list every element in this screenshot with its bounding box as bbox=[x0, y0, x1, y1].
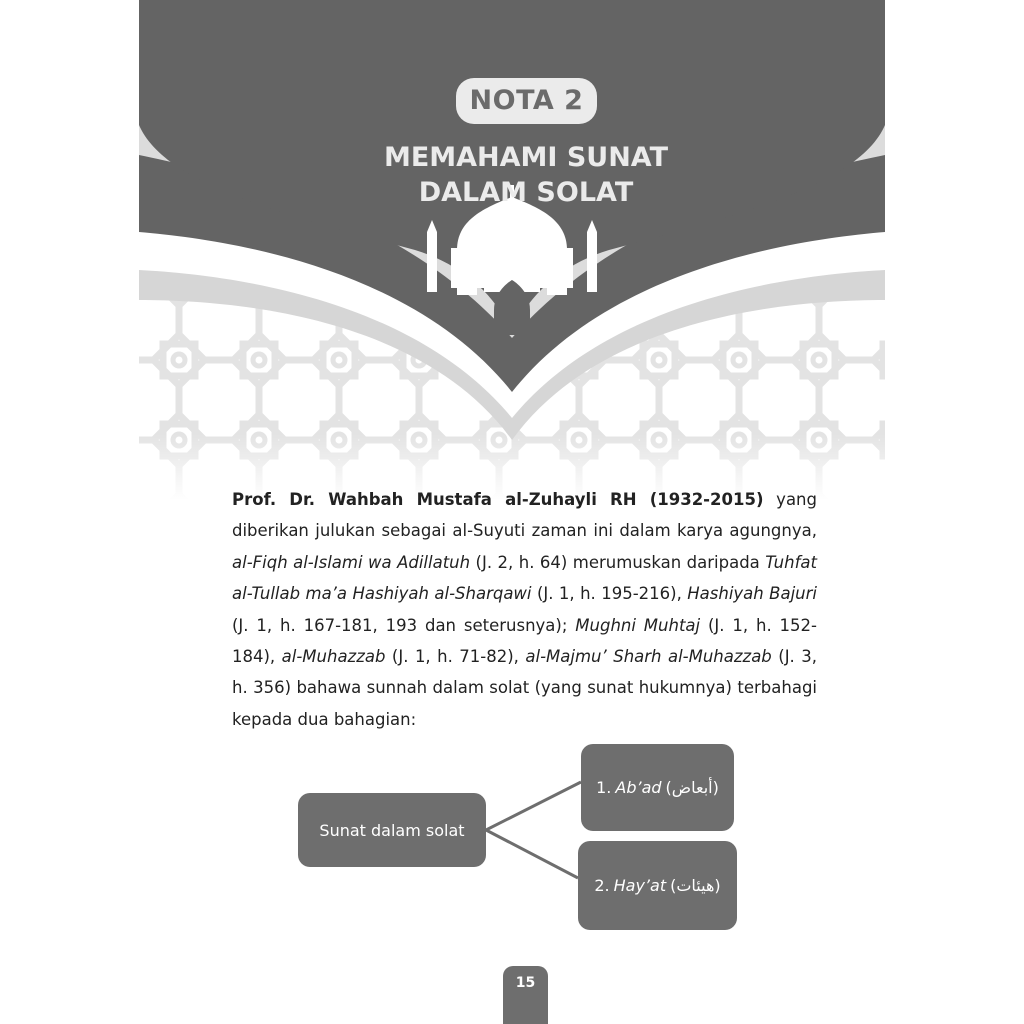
book-title: al-Fiqh al-Islami wa Adillatuh bbox=[232, 552, 471, 572]
text-run: yang diberikan julukan sebagai al-Suyuti zaman ini dalam karya agungnya, bbox=[232, 490, 817, 541]
branch-node-1 bbox=[581, 744, 734, 831]
root-node bbox=[298, 793, 486, 867]
item-arabic: (هيئات) bbox=[670, 876, 721, 895]
item-term: Ab’ad bbox=[615, 778, 662, 797]
item-arabic: (أبعاض) bbox=[665, 778, 719, 797]
text-run: (J. 2, h. 64) merumuskan daripada bbox=[470, 552, 766, 572]
connector-lines bbox=[139, 740, 885, 940]
item-term: Hay’at bbox=[613, 876, 667, 895]
page-number-tab: 15 bbox=[503, 966, 548, 1024]
item-number: 2. bbox=[594, 876, 610, 895]
book-title: al-Muhazzab bbox=[281, 647, 386, 667]
text-run: (J. 1, h. 195-216), bbox=[531, 584, 688, 604]
book-title: Mughni Muhtaj bbox=[575, 615, 701, 635]
text-run: (J. 1, h. 167-181, 193 dan seterusnya); bbox=[232, 615, 576, 635]
text-run: (J. 1, h. 71-82), bbox=[385, 647, 526, 667]
book-title: Tuhfat al-Tullab ma’a Hashiyah al-Sharqawi bbox=[232, 552, 817, 604]
text-run: (J. 3, h. 356) bahawa sunnah dalam solat (yang sunat hukumnya) terbahagi kepada dua bahagian: bbox=[232, 647, 818, 729]
branch-node-2 bbox=[578, 841, 737, 930]
title-line-2: DALAM SOLAT bbox=[418, 177, 634, 208]
chapter-title bbox=[289, 140, 763, 210]
mosque-header-illustration bbox=[139, 0, 885, 500]
book-title: al-Majmu’ Sharh al-Muhazzab bbox=[525, 647, 772, 667]
item-number: 1. bbox=[596, 778, 612, 797]
body-paragraph bbox=[232, 484, 817, 735]
book-title: Hashiyah Bajuri bbox=[687, 584, 818, 604]
root-label: Sunat dalam solat bbox=[319, 820, 465, 840]
book-page bbox=[139, 0, 885, 1024]
nota-badge: NOTA 2 bbox=[456, 78, 597, 124]
classification-diagram bbox=[139, 740, 885, 940]
text-run: (J. 1, h. 152-184), bbox=[232, 615, 818, 667]
author-name: Prof. Dr. Wahbah Mustafa al-Zuhayli RH (1932-2015) bbox=[232, 490, 764, 509]
title-line-1: MEMAHAMI SUNAT bbox=[383, 142, 669, 173]
